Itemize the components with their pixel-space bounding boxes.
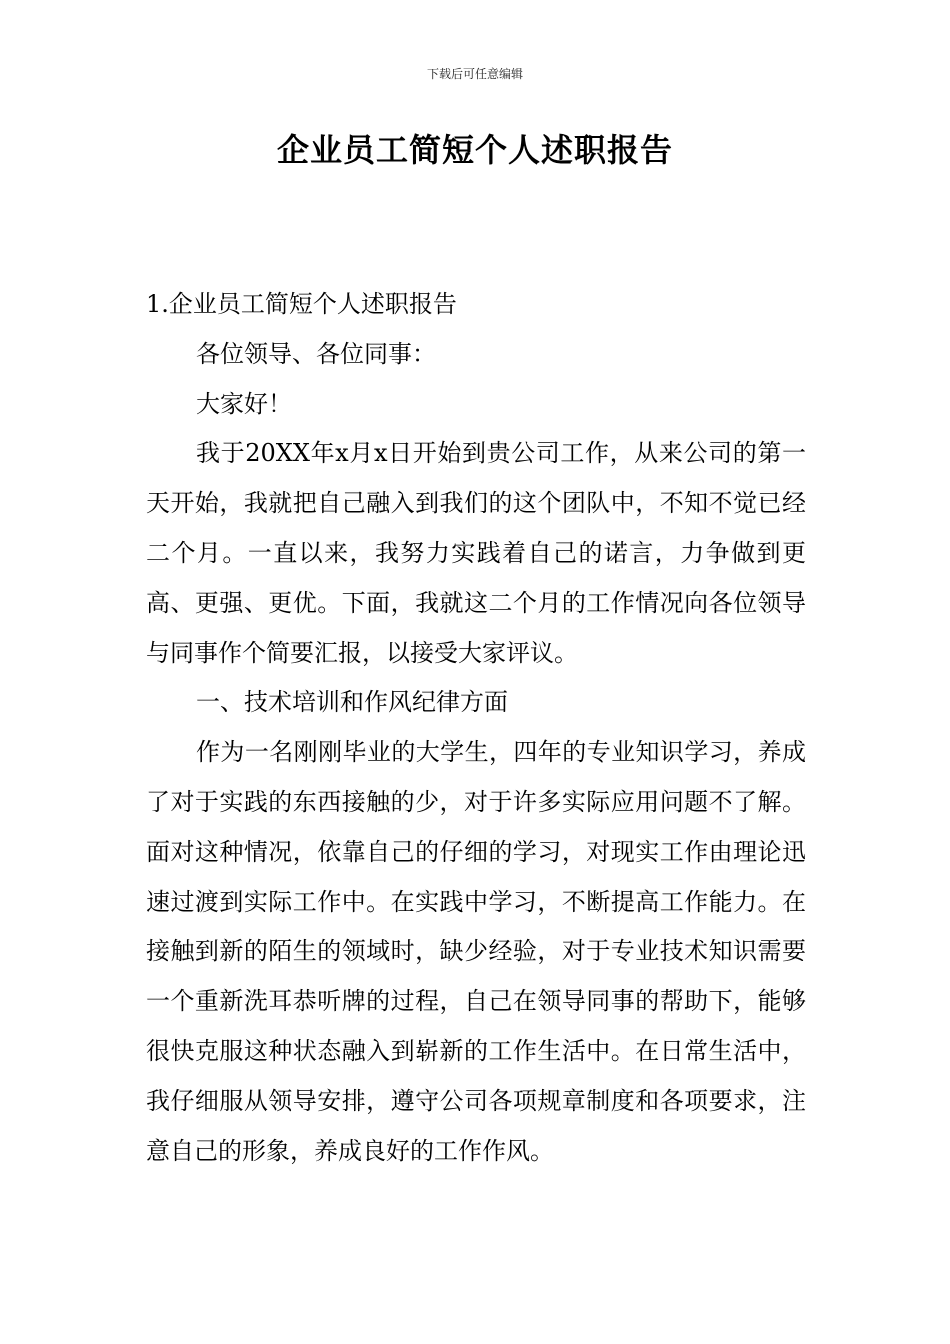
paragraph-training: 作为一名刚刚毕业的大学生，四年的专业知识学习，养成了对于实践的东西接触的少，对于许多实际应用问题不了解。面对这种情况，依靠自己的仔细的学习，对现实工作由理论迅速过渡到实际工作中。在实践中学习，不断提高工作能力。在接触到新的陌生的领域时，缺少经验，对于专业技术知识需要一个重新洗耳恭听牌的过程，自己在领导同事的帮助下，能够很快克服这种状态融入到崭新的工作生活中。在日常生活中，我仔细服从领导安排，遵守公司各项规章制度和各项要求，注意自己的形象，养成良好的工作作风。 xyxy=(146,738,806,1165)
section-heading: 1.企业员工简短个人述职报告 xyxy=(146,290,457,318)
subheading-training: 一、技术培训和作风纪律方面 xyxy=(196,688,508,717)
greeting: 大家好！ xyxy=(196,389,292,418)
header-note: 下载后可任意编辑 xyxy=(426,67,523,81)
document-body xyxy=(146,280,806,1176)
document-title: 企业员工简短个人述职报告 xyxy=(276,131,673,169)
paragraph-intro: 我于20XX年x月x日开始到贵公司工作，从来公司的第一天开始，我就把自己融入到我们的这个团队中，不知不觉已经二个月。一直以来，我努力实践着自己的诺言，力争做到更高、更强、更优。下面，我就这二个月的工作情况向各位领导与同事作个简要汇报，以接受大家评议。 xyxy=(146,439,806,667)
salutation: 各位领导、各位同事： xyxy=(196,339,436,368)
